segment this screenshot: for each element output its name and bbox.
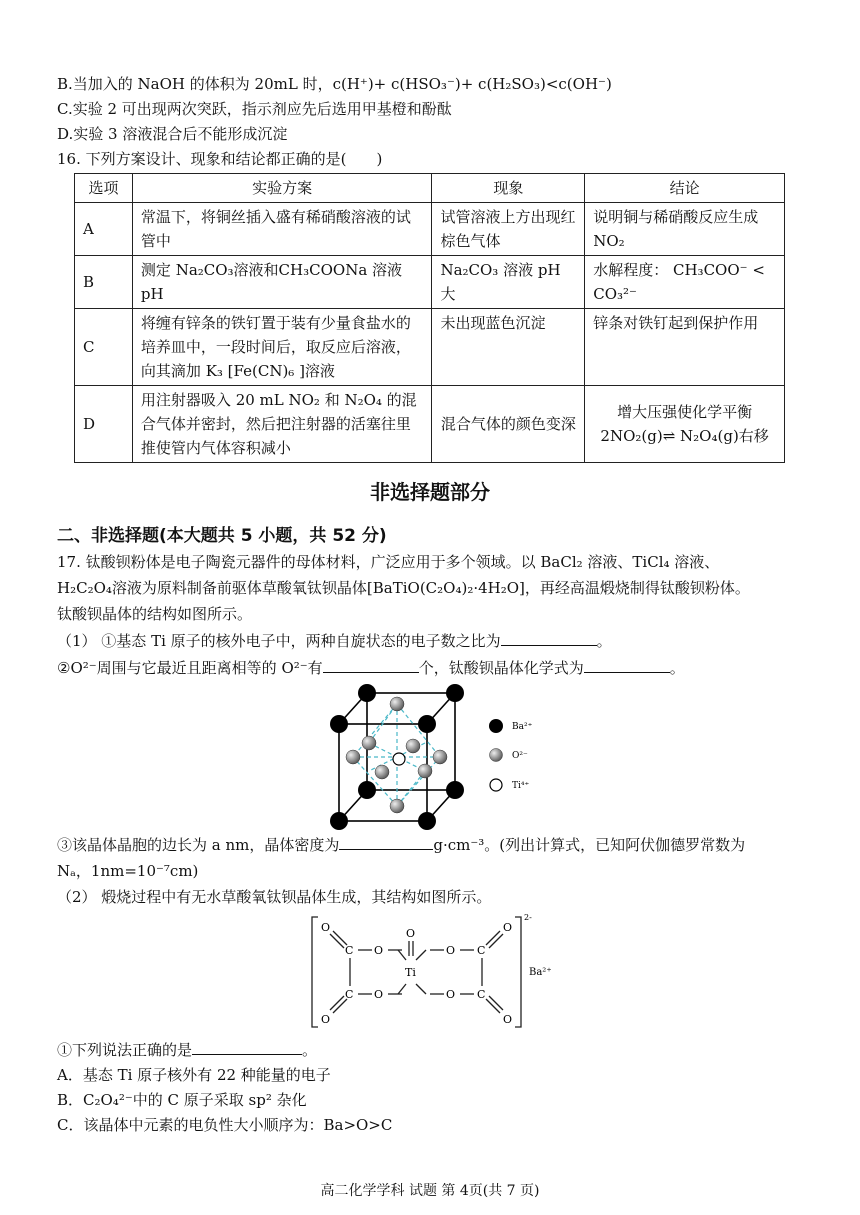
- section-title: 非选择题部分: [370, 480, 490, 504]
- q17-intro-3: 钛酸钡晶体的结构如图所示。: [57, 605, 253, 623]
- header-conclusion: 结论: [585, 174, 785, 203]
- q17-part1-3-cont: Nₐ，1nm=10⁻⁷cm): [57, 862, 199, 880]
- header-option: 选项: [75, 174, 133, 203]
- q17-part1-2-text-a: ②O²⁻周围与它最近且距离相等的 O²⁻有: [57, 659, 323, 677]
- ba-legend-marker: [489, 719, 503, 733]
- legend-ti: Ti⁴⁺: [512, 781, 530, 791]
- q17-part1-2-text-b: 个，钛酸钡晶体化学式为: [418, 659, 584, 677]
- row-c-conclusion: 锌条对铁钉起到保护作用: [585, 309, 785, 386]
- punct: 。: [669, 659, 685, 677]
- q17-part2-1: [57, 1040, 317, 1060]
- row-a-option: A: [75, 203, 133, 256]
- punct: 。: [596, 632, 612, 650]
- header-plan: 实验方案: [132, 174, 432, 203]
- answer-blank[interactable]: [501, 631, 597, 646]
- q17-intro-2: H₂C₂O₄溶液为原料制备前驱体草酸氧钛钡晶体[BaTiO(C₂O₄)₂·4H₂O]，再经高温煅烧制得钛酸钡粉体。: [57, 579, 750, 597]
- answer-blank[interactable]: [339, 835, 433, 850]
- option-b-q15: B.当加入的 NaOH 的体积为 20mL 时，c(H⁺)+ c(HSO₃⁻)+ c(H₂SO₃)<c(OH⁻): [57, 75, 612, 93]
- row-a-conclusion: 说明铜与稀硝酸反应生成 NO₂: [585, 203, 785, 256]
- ti-legend-marker: [490, 779, 502, 791]
- row-b-option: B: [75, 256, 133, 309]
- q17-part1-1: [57, 631, 612, 651]
- table-row: [75, 203, 785, 256]
- question-16: 16. 下列方案设计、现象和结论都正确的是( ): [57, 150, 383, 168]
- answer-blank[interactable]: [323, 658, 419, 673]
- svg-text:O: O: [374, 944, 384, 957]
- row-d-conclusion: 增大压强使化学平衡 2NO₂(g)⇌ N₂O₄(g)右移: [585, 386, 785, 463]
- svg-text:C: C: [345, 988, 354, 1001]
- crystal-cell-figure: [320, 684, 560, 830]
- page-footer: 高二化学学科 试题 第 4页(共 7 页): [320, 1183, 540, 1199]
- row-b-phenomenon: Na₂CO₃ 溶液 pH 大: [432, 256, 585, 309]
- answer-blank[interactable]: [192, 1040, 302, 1055]
- row-d-plan: 用注射器吸入 20 mL NO₂ 和 N₂O₄ 的混合气体并密封，然后把注射器的活塞往里推使管内气体容积减小: [132, 386, 432, 463]
- svg-text:O: O: [321, 1013, 331, 1026]
- answer-blank[interactable]: [584, 658, 670, 673]
- q17-option-b: B．C₂O₄²⁻中的 C 原子采取 sp² 杂化: [57, 1091, 307, 1109]
- table-row: [75, 386, 785, 463]
- q17-intro-1: 17. 钛酸钡粉体是电子陶瓷元器件的母体材料，广泛应用于多个领域。以 BaCl₂ 溶液、TiCl₄ 溶液、: [57, 553, 720, 571]
- complex-charge: 2-: [524, 913, 532, 922]
- svg-text:O: O: [374, 988, 384, 1001]
- q17-part1-3-text-a: ③该晶体晶胞的边长为 a nm，晶体密度为: [57, 836, 340, 854]
- row-b-conclusion: 水解程度： CH₃COO⁻ < CO₃²⁻: [585, 256, 785, 309]
- option-c-q15: C.实验 2 可出现两次突跃，指示剂应先后选用甲基橙和酚酞: [57, 100, 452, 118]
- q17-option-c: C．该晶体中元素的电负性大小顺序为：Ba>O>C: [57, 1116, 393, 1134]
- row-c-phenomenon: 未出现蓝色沉淀: [432, 309, 585, 386]
- o-legend-marker: [490, 749, 503, 762]
- svg-text:C: C: [477, 944, 486, 957]
- row-d-phenomenon: 混合气体的颜色变深: [432, 386, 585, 463]
- svg-text:O: O: [503, 1013, 513, 1026]
- q16-table: [74, 173, 785, 463]
- table-row: [75, 309, 785, 386]
- ti-atom: Ti: [405, 966, 416, 979]
- row-b-plan: 测定 Na₂CO₃溶液和CH₃COONa 溶液pH: [132, 256, 432, 309]
- ba-cation: Ba²⁺: [529, 967, 552, 978]
- q17-option-a: A．基态 Ti 原子核外有 22 种能量的电子: [57, 1066, 331, 1084]
- row-c-option: C: [75, 309, 133, 386]
- q17-part1-1-text: （1） ①基态 Ti 原子的核外电子中，两种自旋状态的电子数之比为: [57, 632, 501, 650]
- svg-text:O: O: [406, 927, 416, 940]
- row-c-plan: 将缠有锌条的铁钉置于装有少量食盐水的培养皿中，一段时间后，取反应后溶液，向其滴加 K₃ [Fe(CN)₆ ]溶液: [132, 309, 432, 386]
- svg-text:O: O: [446, 988, 456, 1001]
- q17-part2-1-text: ①下列说法正确的是: [57, 1041, 193, 1059]
- punct: 。: [302, 1041, 318, 1059]
- oxalate-structure-figure: [308, 912, 560, 1032]
- svg-text:O: O: [446, 944, 456, 957]
- q17-part1-3: [57, 835, 745, 855]
- option-d-q15: D.实验 3 溶液混合后不能形成沉淀: [57, 125, 288, 143]
- svg-text:O: O: [321, 921, 331, 934]
- row-a-plan: 常温下，将铜丝插入盛有稀硝酸溶液的试管中: [132, 203, 432, 256]
- row-d-option: D: [75, 386, 133, 463]
- svg-text:C: C: [345, 944, 354, 957]
- part-title: 二、非选择题(本大题共 5 小题，共 52 分): [57, 526, 387, 546]
- row-a-phenomenon: 试管溶液上方出现红棕色气体: [432, 203, 585, 256]
- legend-o: O²⁻: [512, 751, 528, 761]
- table-header-row: [75, 174, 785, 203]
- q17-part1-3-text-b: g·cm⁻³。(列出计算式，已知阿伏伽德罗常数为: [433, 836, 746, 854]
- table-row: [75, 256, 785, 309]
- svg-text:O: O: [503, 921, 513, 934]
- legend-ba: Ba²⁺: [512, 722, 533, 732]
- svg-text:C: C: [477, 988, 486, 1001]
- header-phenomenon: 现象: [432, 174, 585, 203]
- q17-part2: （2） 煅烧过程中有无水草酸氧钛钡晶体生成，其结构如图所示。: [57, 888, 492, 906]
- q17-part1-2: [57, 658, 685, 678]
